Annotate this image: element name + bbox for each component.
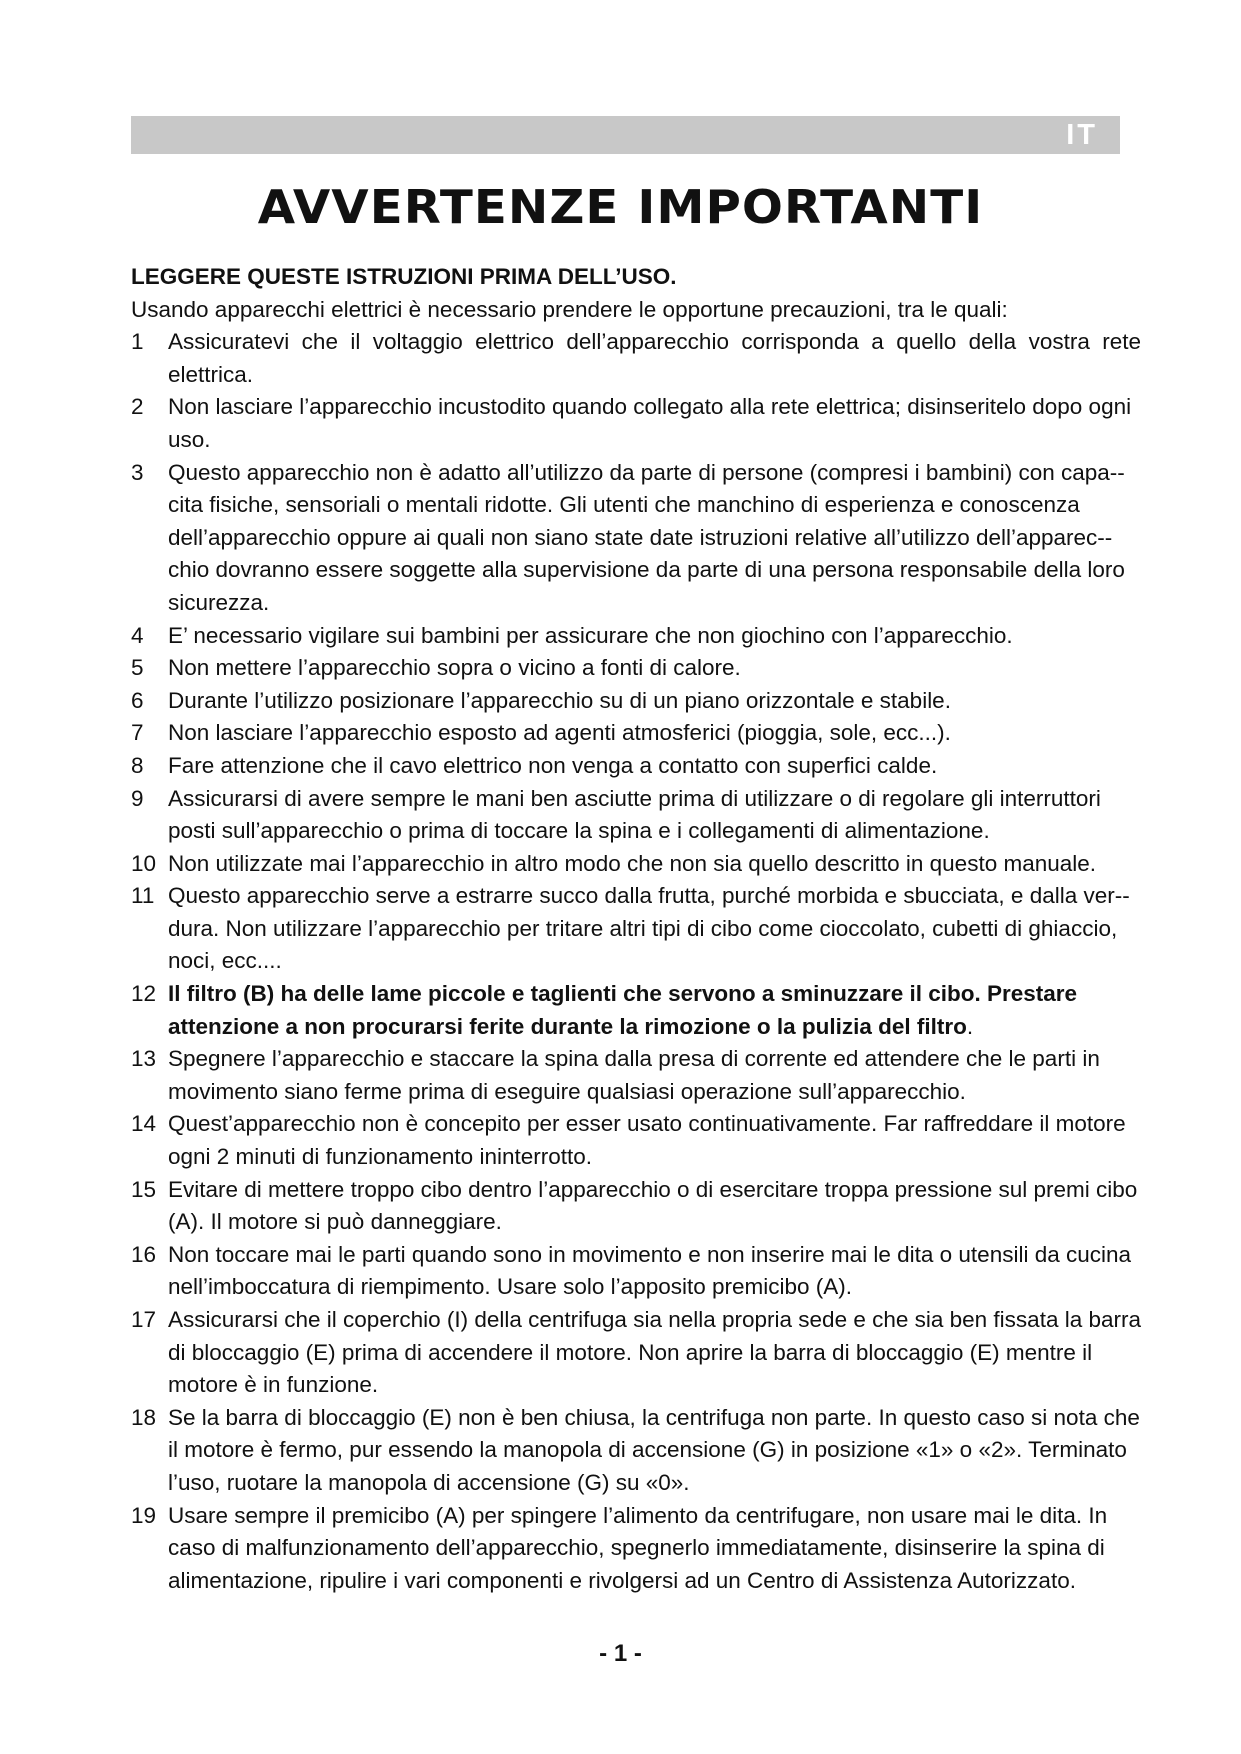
item-text: Spegnere l’apparecchio e staccare la spina dalla presa di corrente ed attendere che le parti in movimento siano ferme prima di eseguire qualsiasi operazione sull’apparecchio. xyxy=(168,1046,1100,1104)
item-number: 4 xyxy=(131,622,144,648)
list-item xyxy=(131,652,1141,685)
list-item xyxy=(131,880,1141,978)
item-text: Se la barra di bloccaggio (E) non è ben chiusa, la centrifuga non parte. In questo caso si nota che il motore è fermo, pur essendo la manopola di accensione (G) in posizione «1» o «2». Terminato l’uso, ruotare la manopola di accensione (G) su «0». xyxy=(168,1404,1140,1495)
item-number: 18 xyxy=(131,1404,157,1430)
list-item xyxy=(131,1108,1141,1173)
item-number: 6 xyxy=(131,687,144,713)
item-text: Assicuratevi che il voltaggio elettrico dell’apparecchio corrisponda a quello della vostra rete elettrica. xyxy=(168,329,1141,387)
item-number: 15 xyxy=(131,1176,157,1202)
item-text: Evitare di mettere troppo cibo dentro l’apparecchio o di esercitare troppa pressione sul premi cibo (A). Il motore si può danneggiare. xyxy=(168,1176,1138,1235)
item-number: 3 xyxy=(131,459,144,485)
item-text-wrapper xyxy=(168,978,1141,1043)
document-body xyxy=(131,261,1141,1597)
item-text-bold: Il filtro (B) ha delle lame piccole e taglienti che servono a sminuzzare il cibo. Prestare attenzione a non procurarsi ferite durante la rimozione o la pulizia del filtro xyxy=(168,981,1078,1039)
item-number: 11 xyxy=(131,883,155,909)
item-number: 16 xyxy=(131,1241,157,1267)
list-item xyxy=(131,848,1141,881)
list-item xyxy=(131,1174,1141,1239)
item-number: 14 xyxy=(131,1111,157,1137)
item-number: 9 xyxy=(131,785,144,811)
item-text: Non lasciare l’apparecchio esposto ad agenti atmosferici (pioggia, sole, ecc...). xyxy=(168,720,951,746)
item-text: Non utilizzate mai l’apparecchio in altro modo che non sia quello descritto in questo manuale. xyxy=(168,850,1097,876)
list-item xyxy=(131,685,1141,718)
language-header-bar xyxy=(131,116,1120,154)
item-number: 2 xyxy=(131,394,144,420)
item-text: Durante l’utilizzo posizionare l’apparecchio su di un piano orizzontale e stabile. xyxy=(168,687,951,713)
item-number: 1 xyxy=(131,329,144,355)
item-text: Assicurarsi di avere sempre le mani ben asciutte prima di utilizzare o di regolare gli interruttori posti sull’apparecchio o prima di toccare la spina e i collegamenti di alimentazione. xyxy=(168,785,1101,844)
item-number: 7 xyxy=(131,720,144,746)
list-item xyxy=(131,391,1141,456)
list-item xyxy=(131,620,1141,653)
intro-text: Usando apparecchi elettrici è necessario prendere le opportune precauzioni, tra le quali: xyxy=(131,296,1008,322)
item-text: Fare attenzione che il cavo elettrico non venga a contatto con superfici calde. xyxy=(168,752,938,778)
item-text: Non mettere l’apparecchio sopra o vicino a fonti di calore. xyxy=(168,655,741,681)
list-item xyxy=(131,750,1141,783)
item-number: 12 xyxy=(131,981,157,1007)
warning-list xyxy=(131,326,1141,1597)
list-item xyxy=(131,457,1141,620)
item-text: Questo apparecchio non è adatto all’utilizzo da parte di persone (compresi i bambini) con capa-- cita fisiche, sensoriali o mentali ridotte. Gli utenti che manchino di esperienza e conoscenza dell’apparecchio oppure ai quali non siano state date istruzioni relative all’utilizzo dell’apparec-- chio dovranno essere soggette alla supervisione da parte di una persona responsabile della loro sicurezza. xyxy=(168,459,1125,615)
item-number: 17 xyxy=(131,1307,157,1332)
item-number: 5 xyxy=(131,655,144,681)
list-item xyxy=(131,1402,1141,1500)
list-item xyxy=(131,783,1141,848)
item-text: Questo apparecchio serve a estrarre succo dalla frutta, purché morbida e sbucciata, e dalla ver-- dura. Non utilizzare l’apparecchio per tritare altri tipi di cibo come cioccolato, cubetti di ghiaccio, noci, ecc.... xyxy=(168,883,1130,974)
item-number: 19 xyxy=(131,1502,157,1528)
item-text: Quest’apparecchio non è concepito per esser usato continuativamente. Far raffreddare il motore ogni 2 minuti di funzionamento ininterrotto. xyxy=(168,1111,1126,1170)
item-number: 10 xyxy=(131,850,157,876)
page-title: AVVERTENZE IMPORTANTI xyxy=(257,180,984,234)
list-item xyxy=(131,978,1141,1043)
list-item xyxy=(131,1500,1141,1598)
item-text: Non toccare mai le parti quando sono in movimento e non inserire mai le dita o utensili da cucina nell’imboccatura di riempimento. Usare solo l’apposito premicibo (A). xyxy=(168,1241,1132,1300)
item-text-tail: . xyxy=(966,1013,974,1039)
list-item xyxy=(131,1239,1141,1304)
item-text: Usare sempre il premicibo (A) per spingere l’alimento da centrifugare, non usare mai le dita. In caso di malfunzionamento dell’apparecchio, spegnerlo immediatamente, disinserire la spina di alimentazione, ripulire i vari componenti e rivolgersi ad un Centro di Assistenza Autorizzato. xyxy=(168,1502,1108,1593)
item-text: Assicurarsi che il coperchio (I) della centrifuga sia nella propria sede e che sia ben fissata la barra di bloccaggio (E) prima di accendere il motore. Non aprire la barra di bloccaggio (E) mentre il motore è in funzione. xyxy=(168,1307,1141,1398)
list-item xyxy=(131,1043,1141,1108)
item-text: E’ necessario vigilare sui bambini per assicurare che non giochino con l’apparecchio. xyxy=(168,622,1013,648)
language-code: IT xyxy=(1066,119,1098,151)
item-number: 13 xyxy=(131,1046,157,1072)
item-number: 8 xyxy=(131,752,144,778)
item-text: Non lasciare l’apparecchio incustodito quando collegato alla rete elettrica; disinseritelo dopo ogni uso. xyxy=(168,394,1132,452)
list-item xyxy=(131,1304,1141,1402)
list-item xyxy=(131,717,1141,750)
intro-heading: LEGGERE QUESTE ISTRUZIONI PRIMA DELL’USO. xyxy=(131,264,677,289)
page-number: - 1 - xyxy=(599,1640,642,1667)
list-item xyxy=(131,326,1141,391)
